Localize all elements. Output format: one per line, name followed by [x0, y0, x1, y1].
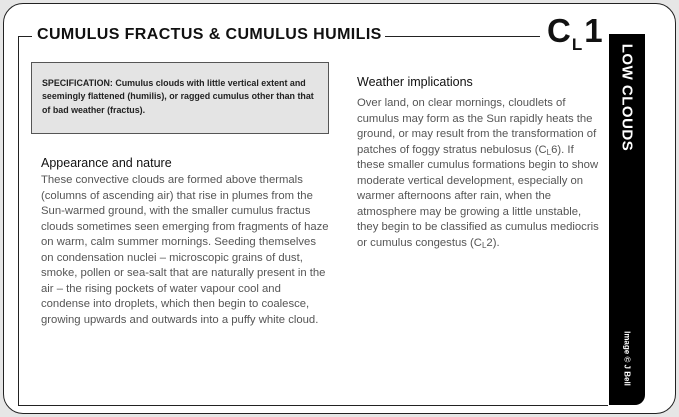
card-frame-left — [18, 36, 19, 406]
header-rule-right — [385, 36, 540, 37]
card-title: CUMULUS FRACTUS & CUMULUS HUMILIS — [37, 26, 382, 43]
weather-text — [357, 96, 603, 251]
cloud-code-number: 1 — [584, 12, 603, 49]
specification-text: Cumulus clouds with little vertical extent and seemingly flattened (humilis), or ragged cumulus other than that of bad weather (fractus). — [42, 78, 314, 115]
cloud-code — [547, 12, 603, 54]
category-sidebar — [609, 34, 645, 405]
weather-subscript-2: L — [481, 240, 487, 250]
cloud-code-subscript: L — [571, 35, 583, 54]
cloud-card — [3, 3, 676, 414]
weather-text-part-3: 2). — [486, 236, 500, 249]
specification-paragraph — [42, 77, 318, 117]
header-rule-left — [18, 36, 32, 37]
weather-heading: Weather implications — [357, 75, 473, 89]
image-credit: Image © J Bell — [622, 331, 632, 386]
appearance-text: These convective clouds are formed above thermals (columns of ascending air) that rise in plumes from the Sun-warmed ground, with the smaller cumulus fractus clouds sometimes seen emerging from fragments of haze on warm, calm summer mornings. Seeding themselves on condensation nuclei – microscopic grains of dust, smoke, pollen or sea-salt that are naturally present in the air – the rising pockets of water vapour cool and condense into droplets, which then begin to coalesce, growing upwards and outwards into a puffy white cloud. — [41, 174, 329, 326]
specification-box — [31, 62, 329, 134]
specification-label: SPECIFICATION: — [42, 78, 113, 88]
appearance-heading: Appearance and nature — [41, 156, 172, 170]
weather-subscript-1: L — [546, 147, 552, 157]
cloud-code-letter: C — [547, 12, 571, 49]
category-label: LOW CLOUDS — [618, 43, 636, 152]
weather-text-part-2: 6). If these smaller cumulus formations begin to show moderate vertical development, especially on warmer afternoons after rain, when the atmosphere may be growing a little unstable, they begin to be classified as cumulus mediocris or cumulus congestus (C — [357, 143, 599, 249]
card-frame-bottom — [18, 405, 608, 406]
weather-text-part-1: Over land, on clear mornings, cloudlets of cumulus may form as the Sun rapidly heats the ground, or may result from the transformation of patches of foggy stratus nebulosus (C — [357, 97, 597, 156]
